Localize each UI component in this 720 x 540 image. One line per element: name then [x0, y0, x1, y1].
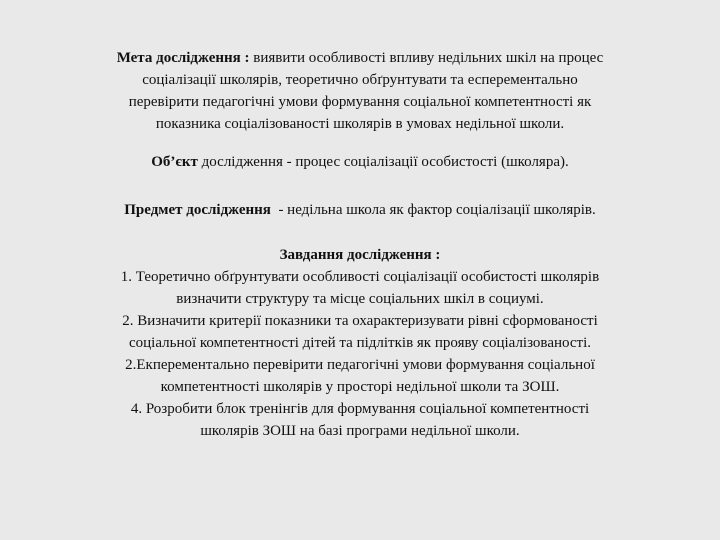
task-line: 1. Теоретично обґрунтувати особливості соціалізації особистості школярів [120, 269, 600, 285]
goal-line-4: показника соціалізованості школярів в умовах недільної школи. [155, 116, 565, 132]
subject-text: - недільна школа як фактор соціалізації школярів. [278, 202, 596, 218]
research-goal [40, 47, 680, 135]
research-tasks [40, 244, 680, 442]
subject-label: Предмет дослідження [124, 202, 271, 218]
tasks-heading: Завдання дослідження : [279, 247, 441, 263]
task-line: соціальної компетентності дітей та підлітків як прояву соціалізованості. [128, 335, 592, 351]
research-object [40, 151, 680, 173]
task-line: 4. Розробити блок тренінгів для формування соціальної компетентності [130, 401, 590, 417]
task-line: 2. Визначити критерії показники та охарактеризувати рівні сформованості [122, 313, 598, 329]
task-line: компетентності школярів у просторі недільної школи та ЗОШ. [160, 379, 560, 395]
object-label: Об’єкт [151, 154, 198, 170]
goal-line-3: перевірити педагогічні умови формування соціальної компетентності як [128, 94, 592, 110]
research-subject [40, 199, 680, 221]
task-line: 2.Екперементально перевірити педагогічні умови формування соціальної [125, 357, 595, 373]
goal-label: Мета дослідження : [116, 50, 250, 66]
task-line: школярів ЗОШ на базі програми недільної школи. [200, 423, 520, 439]
goal-text: виявити особливості впливу недільних шкіл на процес [253, 50, 604, 66]
goal-line-2: соціалізації школярів, теоретично обґрунтувати та есперементально [142, 72, 578, 88]
object-text: дослідження - процес соціалізації особистості (школяра). [201, 154, 569, 170]
goal-line-1 [40, 47, 680, 69]
task-line: визначити структуру та місце соціальних шкіл в социумі. [176, 291, 544, 307]
